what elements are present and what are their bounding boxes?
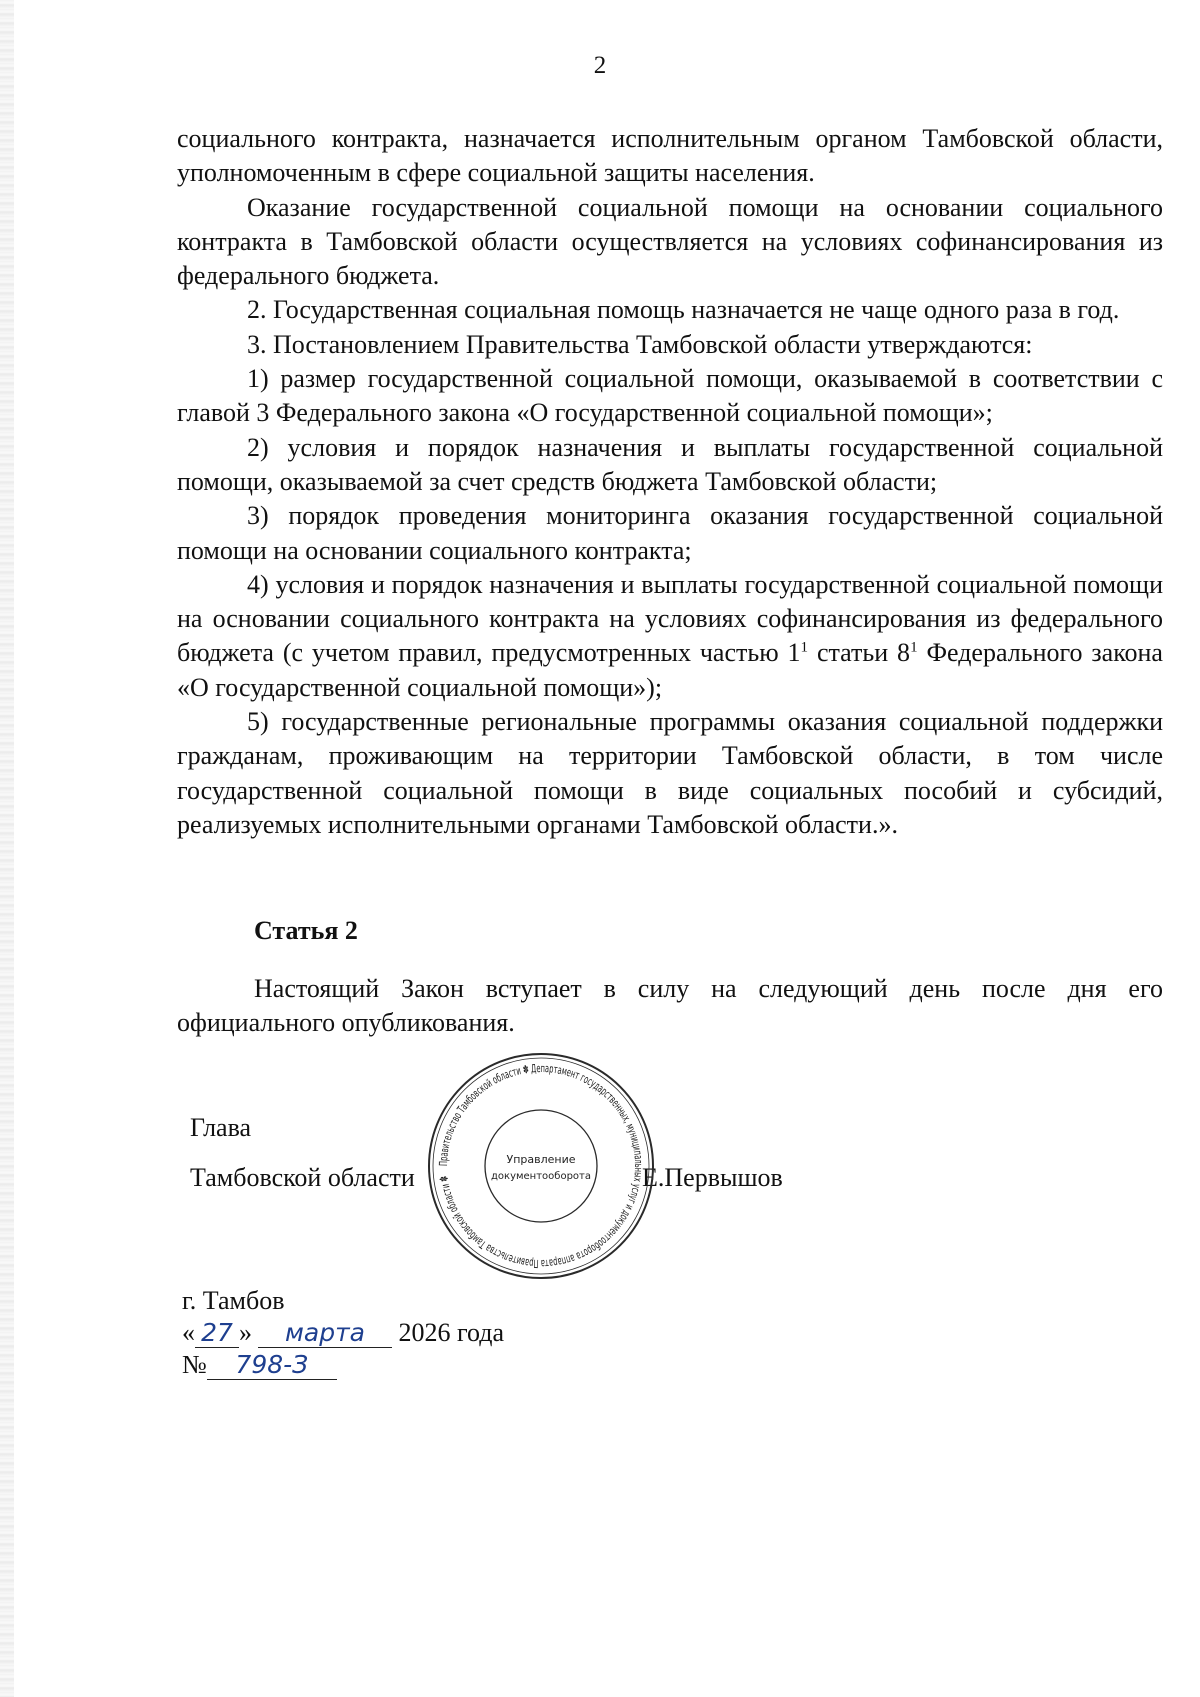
- law-body: [177, 122, 1163, 842]
- seal-center-line: документооборота: [491, 1171, 591, 1182]
- paragraph: Оказание государственной социальной помощи на основании социального контракта в Тамбовской области осуществляется на условиях софинансирования из федерального бюджета.: [177, 192, 1163, 291]
- handwritten-number: 798-З: [207, 1350, 337, 1380]
- article-text: [177, 972, 1163, 1041]
- article-heading: Статья 2: [254, 916, 358, 945]
- seal-ring-text-path: Правительство Тамбовской области ✽ Департамент государственных, муниципальных услуг и документооборота аппарата Правительства Тамбовской области ✽: [436, 1061, 646, 1271]
- paragraph: Настоящий Закон вступает в силу на следующий день после дня его официального опубликования.: [177, 974, 1163, 1038]
- law-number: [182, 1350, 337, 1380]
- signatory-title: Глава: [190, 1113, 252, 1142]
- paragraph: 2. Государственная социальная помощь назначается не чаще одного раза в год.: [247, 295, 1120, 325]
- superscript: 1: [800, 639, 809, 656]
- quote-close: »: [239, 1318, 252, 1347]
- handwritten-day: 27: [195, 1318, 239, 1348]
- number-prefix: №: [182, 1350, 207, 1379]
- list-item: 3) порядок проведения мониторинга оказания государственной социальной помощи на основании социального контракта;: [177, 501, 1163, 565]
- paragraph: 3. Постановлением Правительства Тамбовской области утверждаются:: [247, 329, 1033, 359]
- place-of-signing: г. Тамбов: [182, 1286, 285, 1315]
- item4-text: Федерального закона «О государственной социальной помощи»);: [177, 638, 1163, 702]
- quote-open: «: [182, 1318, 195, 1347]
- scan-edge-artifact: [0, 0, 14, 1697]
- superscript: 1: [910, 639, 918, 656]
- seal-outer-ring-inner: [433, 1058, 649, 1274]
- list-item: 2) условия и порядок назначения и выплаты государственной социальной помощи, оказываемой за счет средств бюджета Тамбовской области;: [177, 432, 1163, 496]
- seal-center-line: Управление: [506, 1153, 576, 1166]
- list-item: 5) государственные региональные программы оказания социальной поддержки гражданам, проживающим на территории Тамбовской области, в том числе государственной социальной помощи в виде социальных пособий и субсидий, реализуемых исполнительными органами Тамбовской области.».: [177, 707, 1163, 839]
- item4-text: статьи 8: [808, 638, 911, 668]
- signatory-name: Е.Первышов: [642, 1163, 783, 1192]
- page-number: 2: [593, 52, 607, 79]
- year-text: 2026 года: [398, 1318, 505, 1347]
- official-seal: [424, 1051, 658, 1281]
- seal-inner-ring: [485, 1110, 597, 1222]
- handwritten-month: марта: [258, 1318, 392, 1348]
- item4-text: 4) условия и порядок назначения и выплаты государственной социальной помощи на основании социального контракта на условиях софинансирования из федерального бюджета (с учетом правил, предусмотренных частью 1: [177, 569, 1163, 668]
- signatory-title: Тамбовской области: [190, 1163, 415, 1192]
- signing-date: [182, 1318, 504, 1348]
- list-item: [177, 568, 1163, 705]
- list-item: 1) размер государственной социальной помощи, оказываемой в соответствии с главой 3 Федерального закона «О государственной социальной помощи»;: [177, 364, 1163, 428]
- paragraph: социального контракта, назначается исполнительным органом Тамбовской области, уполномоченным в сфере социальной защиты населения.: [177, 124, 1163, 188]
- seal-outer-ring: [429, 1054, 653, 1278]
